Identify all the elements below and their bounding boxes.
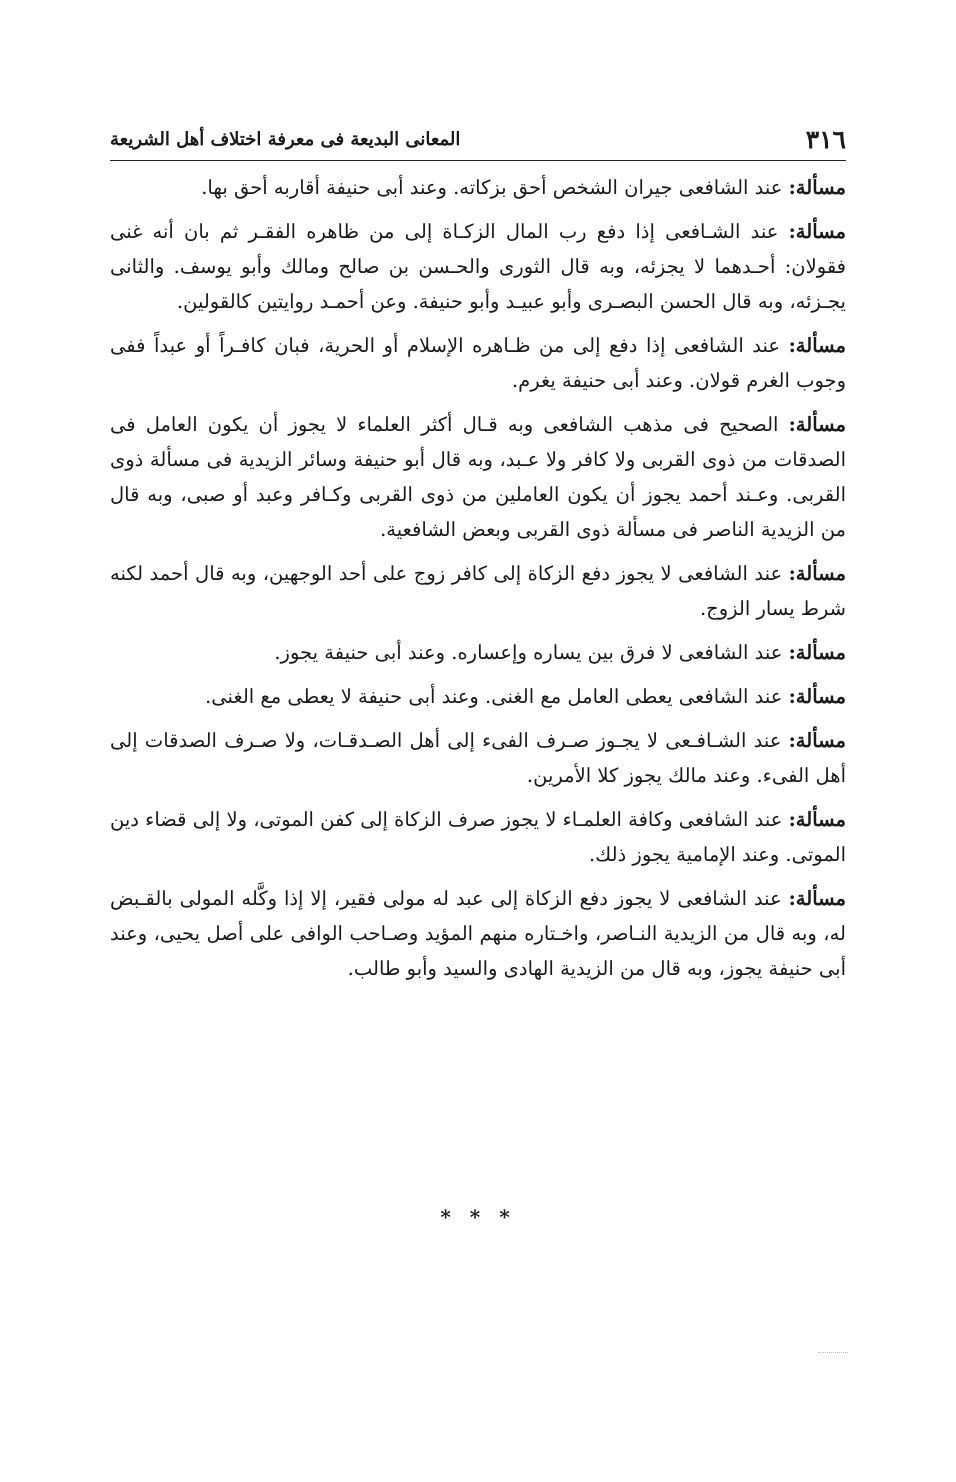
masala-paragraph-6 xyxy=(110,635,846,670)
masala-paragraph-2 xyxy=(110,214,846,319)
book-title: المعانى البديعة فى معرفة اختلاف أهل الشريعة xyxy=(110,129,461,150)
masala-text: عند الشافعى إذا دفع إلى من ظـاهره الإسلام أو الحرية، فبان كافـراً أو عبداً ففى وجوب الغرم قولان. وعند أبى حنيفة يغرم. xyxy=(110,334,846,392)
header-rule xyxy=(110,160,846,161)
masala-text: عند الشـافعى إذا دفع رب المال الزكـاة إلى من ظاهره الفقـر ثم بان أنه غنى فقولان: أحـدهما لا يجزئه، وبه قال الثورى والحـسن بن صالح ومالك وأبو يوسف. والثانى يجـزئه، وبه قال الحسن البصـرى وأبو عبيـد وأبو حنيفة. وعن أحمـد روايتين كالقولين. xyxy=(110,220,846,313)
masala-paragraph-4 xyxy=(110,407,846,547)
masala-label: مسألة: xyxy=(788,641,846,664)
masala-paragraph-5 xyxy=(110,556,846,626)
page-number: ٣١٦ xyxy=(805,125,846,154)
scan-mark xyxy=(818,1352,848,1353)
masala-text: عند الشافعى لا يجوز دفع الزكاة إلى كافر زوج على أحد الوجهين، وبه قال أحمد لكنه شرط يسار الزوج. xyxy=(110,562,846,620)
masala-paragraph-1 xyxy=(110,170,846,205)
masala-text: الصحيح فى مذهب الشافعى وبه قـال أكثر العلماء لا يجوز أن يكون العامل فى الصدقات من ذوى القربى ولا كافر ولا عـبد، وبه قال أبو حنيفة وسائر الزيدية فى مسألة ذوى القربى. وعـند أحمد يجوز أن يكون العاملين من ذوى القربى وكـافر وعبد أو صبى، وبه قال من الزيدية الناصر فى مسألة ذوى القربى وبعض الشافعية. xyxy=(110,413,846,541)
masala-text: عند الشافعى لا فرق بين يساره وإعساره. وعند أبى حنيفة يجوز. xyxy=(274,641,789,664)
masala-label: مسألة: xyxy=(788,887,846,910)
masala-paragraph-10 xyxy=(110,881,846,986)
masala-label: مسألة: xyxy=(788,562,846,585)
masala-label: مسألة: xyxy=(788,176,846,199)
masala-paragraph-9 xyxy=(110,802,846,872)
masala-paragraph-8 xyxy=(110,723,846,793)
masala-text: عند الشافعى جيران الشخص أحق بزكاته. وعند أبى حنيفة أقاربه أحق بها. xyxy=(201,176,789,199)
masala-label: مسألة: xyxy=(788,729,846,752)
masala-label: مسألة: xyxy=(788,413,846,436)
masala-paragraph-3 xyxy=(110,328,846,398)
masala-text: عند الشافعى لا يجوز دفع الزكاة إلى عبد له مولى فقير، إلا إذا وكَّله المولى بالقـبض له، وبه قال من الزيدية النـاصر، واخـتاره منهم المؤيد وصـاحب الوافى على أصل يحيى، وعند أبى حنيفة يجوز، وبه قال من الزيدية الهادى والسيد وأبو طالب. xyxy=(110,887,846,980)
masala-label: مسألة: xyxy=(788,334,846,357)
masala-paragraph-7 xyxy=(110,679,846,714)
running-head xyxy=(110,122,846,158)
body-text xyxy=(110,170,846,986)
section-separator: * * * xyxy=(440,1205,516,1229)
masala-text: عند الشـافـعى لا يجـوز صـرف الفىء إلى أهل الصـدقـات، ولا صـرف الصدقات إلى أهل الفىء. وعند مالك يجوز كلا الأمرين. xyxy=(110,729,846,787)
masala-label: مسألة: xyxy=(788,808,846,831)
masala-text: عند الشافعى يعطى العامل مع الغنى. وعند أبى حنيفة لا يعطى مع الغنى. xyxy=(205,685,789,708)
masala-label: مسألة: xyxy=(788,685,846,708)
masala-label: مسألة: xyxy=(788,220,846,243)
masala-text: عند الشافعى وكافة العلمـاء لا يجوز صرف الزكاة إلى كفن الموتى، ولا إلى قضاء دين الموتى. وعند الإمامية يجوز ذلك. xyxy=(110,808,846,866)
